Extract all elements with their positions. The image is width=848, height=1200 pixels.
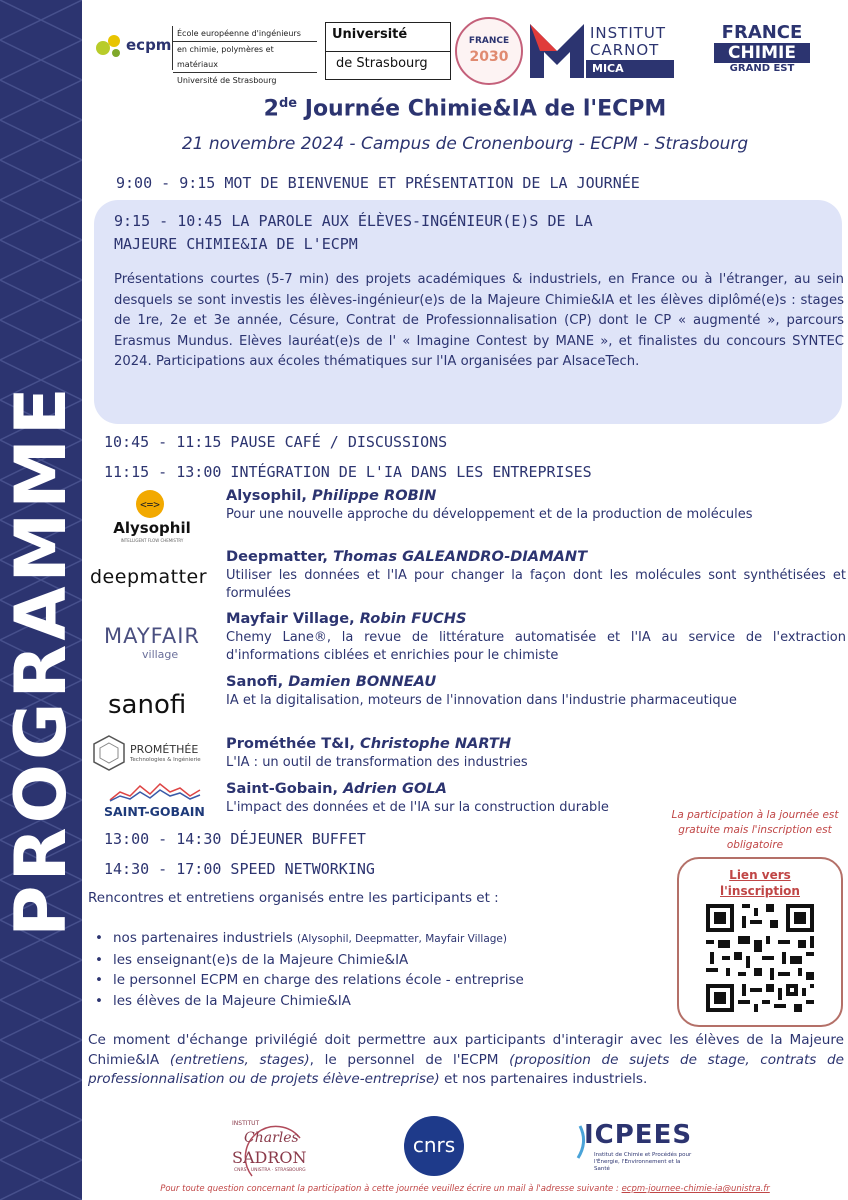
qr-code-icon[interactable] [706, 904, 814, 1012]
slot-lunch: 13:00 - 14:30 DÉJEUNER BUFFET [104, 830, 366, 848]
ecpm-wordmark: ecpm [126, 36, 172, 54]
slot-students-line2: MAJEURE CHIMIE&IA DE L'ECPM [114, 235, 358, 253]
alysophil-logo [90, 488, 218, 546]
saint-gobain-logo [90, 780, 218, 820]
slot-ai-companies: 11:15 - 13:00 INTÉGRATION DE L'IA DANS LES ENTREPRISES [104, 463, 592, 481]
speaker-name: Robin FUCHS [359, 610, 467, 627]
deepmatter-logo: deepmatter [90, 566, 208, 588]
unistra-logo [325, 22, 451, 80]
promethee-logo [90, 734, 218, 774]
networking-intro: Rencontres et entretiens organisés entre les participants et : [88, 890, 499, 906]
fc-line3: GRAND EST [729, 63, 795, 74]
ecpm-caption [172, 26, 317, 85]
company-name: Sanofi [226, 673, 278, 690]
company-promethee: Prométhée T&I, Christophe NARTH L'IA : un outil de transformation des industries [226, 735, 846, 772]
list-item [95, 928, 524, 950]
alysophil-sub: INTELLIGENT FLOW CHEMISTRY [120, 538, 184, 543]
france-chimie-logo [712, 22, 812, 84]
speaker-name: Christophe NARTH [360, 735, 512, 752]
icpees-sub: Institut de Chimie et Procédés pour l'Énergie, l'Environnement et la Santé [594, 1152, 692, 1172]
alysophil-word: Alysophil [113, 519, 191, 537]
company-desc: IA et la digitalisation, moteurs de l'innovation dans l'industrie pharmaceutique [226, 693, 737, 708]
company-saint-gobain: Saint-Gobain, Adrien GOLA L'impact des données et de l'IA sur la construction durable [226, 780, 846, 817]
title-rest: Journée Chimie&IA de l'ECPM [297, 96, 667, 122]
france2030-logo [455, 17, 523, 85]
page-title [82, 96, 848, 121]
slot-students [114, 210, 593, 256]
carnot-logo [530, 24, 676, 78]
list-item [95, 991, 524, 1012]
cnrs-word: cnrs [412, 1133, 456, 1157]
mayfair-word: MAYFAIR [104, 624, 200, 648]
sadron-line1: Charles [244, 1130, 299, 1146]
mayfair-logo [90, 624, 218, 664]
title-num: 2 [263, 96, 279, 122]
slot-students-line1: 9:15 - 10:45 LA PAROLE AUX ÉLÈVES-INGÉNIEUR(E)S DE LA [114, 212, 593, 230]
closing-i1: (entretiens, stages) [169, 1051, 310, 1068]
footer-text: Pour toute question concernant la participation à cette journée veuillez écrire un mail à l'adresse suivante : [160, 1184, 622, 1194]
registration-note: La participation à la journée est gratuite mais l'inscription est obligatoire [671, 809, 839, 851]
company-name: Alysophil [226, 487, 302, 504]
carnot-line2: CARNOT [590, 41, 660, 59]
bullet-text: le personnel ECPM en charge des relations école - entreprise [113, 972, 524, 988]
fc-line2: CHIMIE [714, 43, 810, 63]
slot-welcome: 9:00 - 9:15 MOT DE BIENVENUE ET PRÉSENTATION DE LA JOURNÉE [116, 174, 640, 192]
fc-line1: FRANCE [721, 22, 803, 43]
sidebar [0, 0, 82, 1200]
registration-box [677, 857, 843, 1027]
company-name: Deepmatter [226, 548, 323, 565]
registration-link-line2[interactable]: l'inscription [720, 884, 800, 898]
company-name: Mayfair Village [226, 610, 350, 627]
france2030-line2: 2030 [469, 49, 509, 65]
icpees-logo [574, 1120, 694, 1180]
unistra-line1: Université [332, 27, 408, 42]
company-name: Prométhée T&I [226, 735, 350, 752]
company-alysophil: Alysophil, Philippe ROBIN Pour une nouvelle approche du développement et de la production de molécules [226, 487, 846, 524]
sadron-top: INSTITUT [232, 1120, 260, 1127]
saint-gobain-word: SAINT-GOBAIN [104, 804, 205, 819]
closing-p3: et nos partenaires industriels. [439, 1071, 648, 1087]
promethee-sub: Technologies & Ingénierie [130, 757, 201, 763]
page-subtitle: 21 novembre 2024 - Campus de Cronenbourg - ECPM - Strasbourg [181, 134, 749, 154]
mayfair-sub: village [142, 648, 179, 661]
bullet-text: nos partenaires industriels [113, 930, 293, 946]
company-desc: Pour une nouvelle approche du développement et de la production de molécules [226, 507, 753, 522]
unistra-line2: de Strasbourg [326, 51, 450, 71]
title-sup: de [278, 96, 298, 111]
registration-link[interactable] [679, 867, 841, 899]
carnot-line1: INSTITUT [590, 24, 667, 42]
slot-coffee: 10:45 - 11:15 PAUSE CAFÉ / DISCUSSIONS [104, 433, 448, 451]
bullet-note: (Alysophil, Deepmatter, Mayfair Village) [297, 933, 507, 945]
carnot-emblem-icon [530, 24, 584, 78]
carnot-line3: MICA [586, 60, 674, 78]
networking-list [95, 928, 524, 1011]
footer-email-link[interactable]: ecpm-journee-chimie-ia@unistra.fr [621, 1184, 770, 1194]
promethee-hexagon-icon [92, 734, 126, 772]
saint-gobain-skyline-icon [106, 780, 206, 802]
svg-text:<=>: <=> [140, 498, 160, 511]
programme-label: PROGRAMME [0, 383, 82, 937]
company-desc: L'IA : un outil de transformation des industries [226, 755, 528, 770]
company-name: Saint-Gobain [226, 780, 333, 797]
sadron-sub: CNRS · UNISTRA · STRASBOURG [234, 1168, 306, 1173]
footer-contact [82, 1184, 848, 1194]
speaker-name: Thomas GALEANDRO-DIAMANT [332, 548, 588, 565]
speaker-name: Damien BONNEAU [288, 673, 437, 690]
company-desc: Chemy Lane®, la revue de littérature automatisée et l'IA au service de l'extraction d'informations ciblées et enrichies pour le chimiste [226, 630, 846, 663]
ecpm-molecule-icon [94, 32, 124, 60]
sanofi-logo: sanofi [108, 690, 187, 720]
sadron-logo [222, 1116, 312, 1180]
ecpm-line3: Université de Strasbourg [177, 76, 277, 85]
company-desc: L'impact des données et de l'IA sur la construction durable [226, 800, 609, 815]
icpees-word: ICPEES [584, 1120, 693, 1150]
closing-paragraph [88, 1031, 844, 1090]
closing-i2: (proposition de sujets de stage, contrats de professionnalisation ou de projets élève-entreprise) [88, 1051, 844, 1087]
ecpm-logo [86, 24, 318, 85]
france2030-line1: FRANCE [468, 36, 510, 46]
company-deepmatter: Deepmatter, Thomas GALEANDRO-DIAMANT Utiliser les données et l'IA pour changer la façon dont les molécules sont synthétisées et formulées [226, 548, 846, 601]
bullet-text: les élèves de la Majeure Chimie&IA [113, 992, 351, 1009]
bullet-text: les enseignant(e)s de la Majeure Chimie&IA [113, 951, 409, 968]
sadron-line2: SADRON [232, 1148, 307, 1167]
list-item [95, 970, 524, 991]
promethee-word: PROMÉTHÉE [130, 743, 199, 756]
ecpm-line2: en chimie, polymères et matériaux [173, 42, 317, 73]
cnrs-logo [404, 1116, 464, 1176]
ecpm-line1: École européenne d'ingénieurs [173, 26, 317, 42]
company-sanofi: Sanofi, Damien BONNEAU IA et la digitalisation, moteurs de l'innovation dans l'industrie pharmaceutique [226, 673, 846, 710]
registration-link-line1[interactable]: Lien vers [729, 868, 791, 882]
slot-networking: 14:30 - 17:00 SPEED NETWORKING [104, 860, 375, 878]
speaker-name: Adrien GOLA [343, 780, 447, 797]
company-desc: Utiliser les données et l'IA pour changer la façon dont les molécules sont synthétisées et formulées [226, 568, 846, 601]
company-mayfair: Mayfair Village, Robin FUCHS Chemy Lane®, la revue de littérature automatisée et l'IA au service de l'extraction d'informations ciblées et enrichies pour le chimiste [226, 610, 846, 663]
list-item [95, 950, 524, 971]
closing-p1: Ce moment d'échange privilégié doit permettre aux participants d'interagir avec les élèves de la Majeure Chimie&IA [88, 1032, 844, 1068]
speaker-name: Philippe ROBIN [312, 487, 437, 504]
students-description: Présentations courtes (5-7 min) des projets académiques & industriels, en France ou à l'étranger, au sein desquels se sont investis les élèves-ingénieur(e)s de la Majeure Chimie&IA et les élèves diplômé(e)s : stages de 1re, 2e et 3e année, Césure, Contrat de Professionnalisation (CP) dont le CP « augmenté », parcours Erasmus Mundus. Elèves lauréat(e)s de l' « Imagine Contest by MANE », et finalistes du concours SYNTEC 2024. Participations aux écoles thématiques sur l'IA organisées par AlsaceTech. [114, 272, 844, 369]
closing-p2: , le personnel de l'ECPM [309, 1051, 510, 1068]
